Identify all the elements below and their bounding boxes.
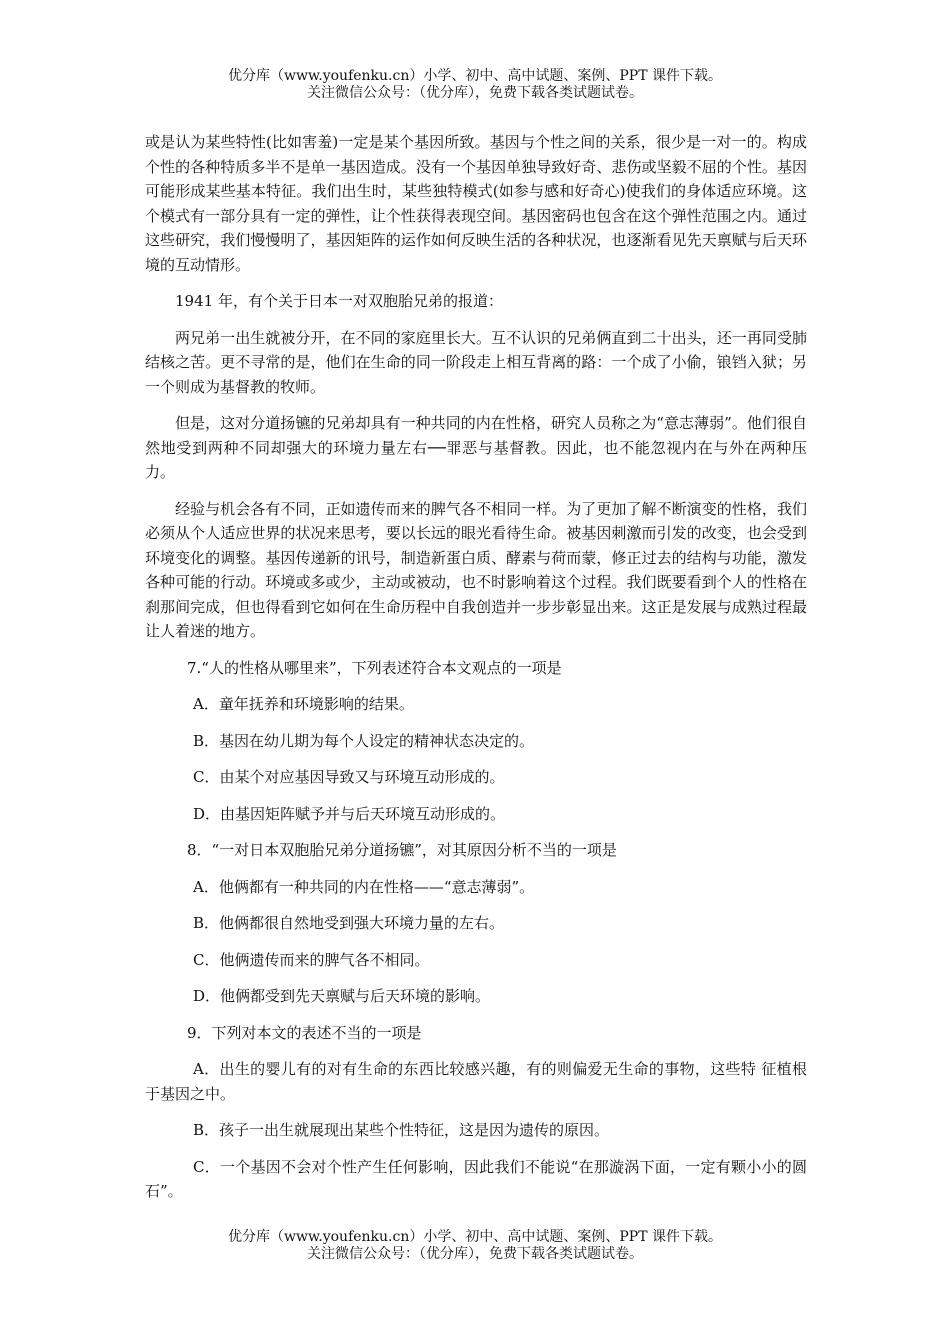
question-7-option-a: A．童年抚养和环境影响的结果。 <box>193 695 414 713</box>
header-line-1: 优分库（www.youfenku.cn）小学、初中、高中试题、案例、PPT 课件下载。 <box>227 68 722 84</box>
question-7-option-d: D．由基因矩阵赋予并与后天环境互动形成的。 <box>193 804 506 823</box>
question-9-option-c: C．一个基因不会对个性产生任何影响，因此我们不能说“在那漩涡下面，一定有颗小小的圆石”。 <box>145 1157 807 1200</box>
page-footer <box>0 1229 950 1263</box>
paragraph-3: 但是，这对分道扬镳的兄弟却具有一种共同的内在性格，研究人员称之为“意志薄弱”。他们很自然地受到两种不同却强大的环境力量左右──罪恶与基督教。因此，也不能忽视内在与外在两种压力。 <box>145 414 807 481</box>
question-8-option-a: A．他俩都有一种共同的内在性格——“意志薄弱”。 <box>193 877 535 896</box>
paragraph-0: 或是认为某些特性(比如害羞)一定是某个基因所致。基因与个性之间的关系，很少是一对一的。构成个性的各种特质多半不是单一基因造成。没有一个基因单独导致好奇、悲伤或坚毅不屈的个性。基因可能形成某些基本特征。我们出生时，某些独特模式(如参与感和好奇心)使我们的身体适应环境。这个模式有一部分具有一定的弹性，让个性获得表现空间。基因密码也包含在这个弹性范围之内。通过这些研究，我们慢慢明了，基因矩阵的运作如何反映生活的各种状况，也逐渐看见先天禀赋与后天环境的互动情形。 <box>145 133 807 274</box>
question-8-stem: 8．“一对日本双胞胎兄弟分道扬镳”，对其原因分析不当的一项是 <box>187 841 617 859</box>
question-7-option-b: B．基因在幼儿期为每个人设定的精神状态决定的。 <box>193 731 535 750</box>
question-8-option-c: C．他俩遗传而来的脾气各不相同。 <box>193 950 430 969</box>
paragraph-4: 经验与机会各有不同，正如遗传而来的脾气各不相同一样。为了更加了解不断演变的性格，我们必须从个人适应世界的状况来思考，要以长远的眼光看待生命。被基因刺激而引发的改变，也会受到环境变化的调整。基因传递新的讯号，制造新蛋白质、酵素与荷而蒙，修正过去的结构与功能，激发各种可能的行动。环境或多或少，主动或被动，也不时影响着这个过程。我们既要看到个人的性格在刹那间完成，但也得看到它如何在生命历程中自我创造并一步步彰显出来。这正是发展与成熟过程最让人着迷的地方。 <box>145 499 807 640</box>
question-8-option-d: D．他俩都受到先天禀赋与后天环境的影响。 <box>193 987 491 1005</box>
paragraph-2: 两兄弟一出生就被分开，在不同的家庭里长大。互不认识的兄弟俩直到二十出头，还一再同受肺结核之苦。更不寻常的是，他们在生命的同一阶段走上相互背离的路：一个成了小偷，锒铛入狱；另一个则成为基督教的牧师。 <box>145 328 807 396</box>
question-9-option-b: B．孩子一出生就展现出某些个性特征，这是因为遗传的原因。 <box>193 1121 610 1139</box>
footer-line-1: 优分库（www.youfenku.cn）小学、初中、高中试题、案例、PPT 课件下载。 <box>227 1229 722 1245</box>
question-7-option-c: C．由某个对应基因导致又与环境互动形成的。 <box>193 768 505 786</box>
question-9-stem: 9．下列对本文的表述不当的一项是 <box>187 1023 422 1042</box>
header-line-2: 关注微信公众号：（优分库），免费下载各类试题试卷。 <box>307 85 643 101</box>
page-header <box>0 68 950 102</box>
paragraph-1: 1941 年，有个关于日本一对双胞胎兄弟的报道： <box>175 292 503 310</box>
document-body <box>145 130 807 1216</box>
question-7-stem: 7.“人的性格从哪里来”，下列表述符合本文观点的一项是 <box>187 658 562 677</box>
footer-line-2: 关注微信公众号：（优分库），免费下载各类试题试卷。 <box>307 1246 643 1262</box>
question-8-option-b: B．他俩都很自然地受到强大环境力量的左右。 <box>193 914 505 932</box>
question-9-option-a: A．出生的婴儿有的对有生命的东西比较感兴趣，有的则偏爱无生命的事物，这些特 征植根于基因之中。 <box>145 1060 807 1103</box>
